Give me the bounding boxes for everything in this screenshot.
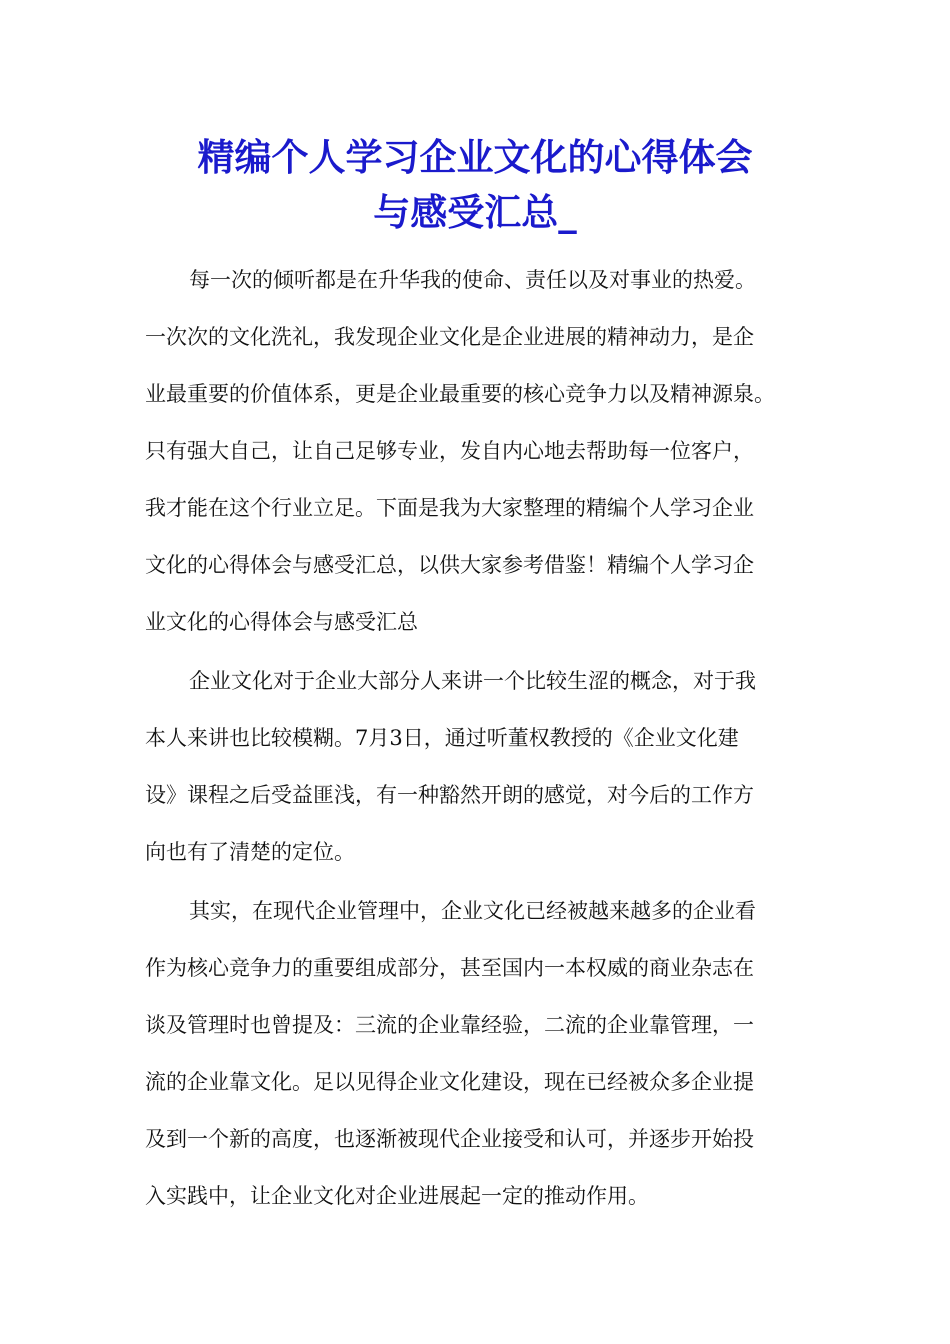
document-title-line-2: 与感受汇总_: [373, 190, 577, 234]
paragraph-1-line-4: 只有强大自己，让自己足够专业，发自内心地去帮助每一位客户，: [145, 439, 754, 463]
paragraph-3-line-2: 作为核心竞争力的重要组成部分，甚至国内一本权威的商业杂志在: [145, 956, 754, 980]
paragraph-2-line-3: 设》课程之后受益匪浅，有一种豁然开朗的感觉，对今后的工作方: [145, 783, 754, 807]
paragraph-3-line-3: 谈及管理时也曾提及：三流的企业靠经验，二流的企业靠管理，一: [145, 1013, 754, 1037]
paragraph-3-line-6: 入实践中，让企业文化对企业进展起一定的推动作用。: [145, 1184, 649, 1208]
paragraph-1-line-5: 我才能在这个行业立足。下面是我为大家整理的精编个人学习企业: [145, 496, 754, 520]
paragraph-1-line-6: 文化的心得体会与感受汇总，以供大家参考借鉴！精编个人学习企: [145, 553, 754, 577]
paragraph-1-line-7: 业文化的心得体会与感受汇总: [145, 610, 418, 634]
paragraph-1-line-3: 业最重要的价值体系，更是企业最重要的核心竞争力以及精神源泉。: [145, 382, 775, 406]
paragraph-3-line-5: 及到一个新的高度，也逐渐被现代企业接受和认可，并逐步开始投: [145, 1127, 754, 1151]
paragraph-3-line-4: 流的企业靠文化。足以见得企业文化建设，现在已经被众多企业提: [145, 1070, 754, 1094]
paragraph-2-line-4: 向也有了清楚的定位。: [145, 840, 355, 864]
paragraph-1-line-2: 一次次的文化洗礼，我发现企业文化是企业进展的精神动力，是企: [145, 325, 754, 349]
paragraph-2-line-2: 本人来讲也比较模糊。7月3日，通过听董权教授的《企业文化建: [145, 726, 739, 750]
document-title-line-1: 精编个人学习企业文化的心得体会: [197, 135, 753, 179]
paragraph-2-line-1: 企业文化对于企业大部分人来讲一个比较生涩的概念，对于我: [189, 669, 756, 693]
paragraph-3-line-1: 其实，在现代企业管理中，企业文化已经被越来越多的企业看: [189, 899, 756, 923]
paragraph-1-line-1: 每一次的倾听都是在升华我的使命、责任以及对事业的热爱。: [189, 268, 756, 292]
